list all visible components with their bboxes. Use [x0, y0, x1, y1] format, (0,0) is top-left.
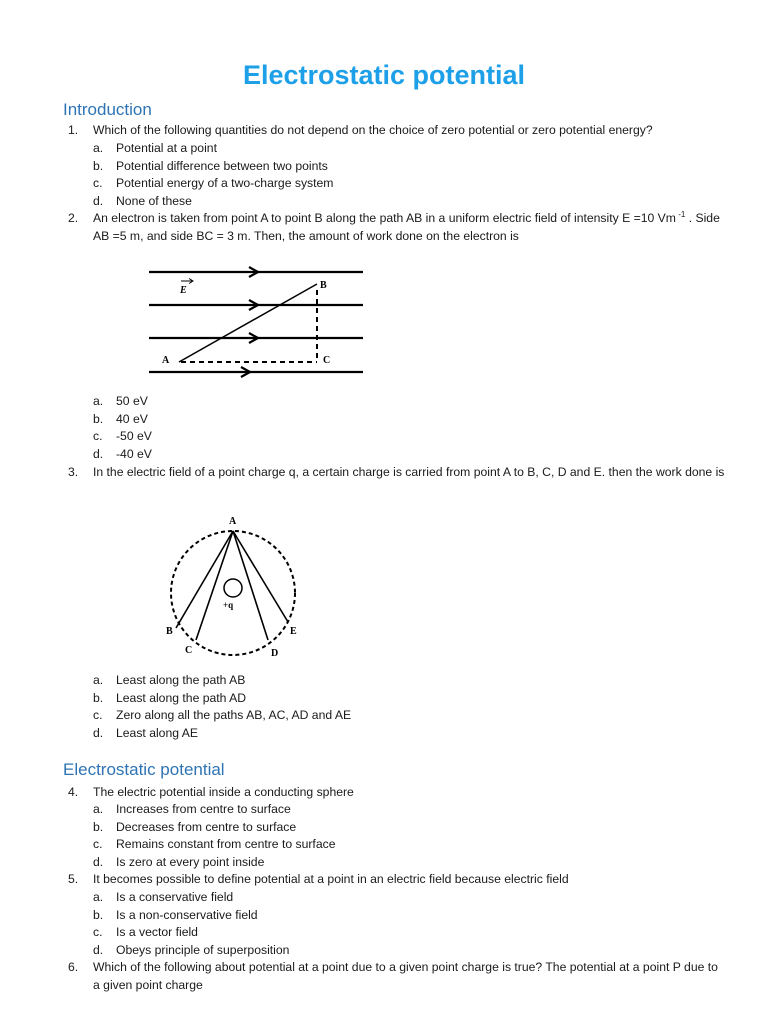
question-text: [93, 210, 728, 245]
option-label: b.: [93, 690, 104, 705]
option-text: Increases from centre to surface: [116, 802, 291, 816]
label-d: D: [271, 648, 279, 659]
question-text-part: An electron is taken from point A to point B along the path AB in a uniform electric field of intensity E =10 Vm: [93, 211, 676, 225]
question-number: 6.: [68, 960, 79, 974]
question-4: [68, 784, 728, 802]
label-c: C: [323, 355, 331, 366]
question-number: 5.: [68, 872, 79, 886]
label-e: E: [290, 626, 297, 637]
question-2: [68, 210, 728, 245]
option-label: a.: [93, 890, 104, 904]
equipotential-circle-dashed: [171, 531, 295, 655]
question-text: The electric potential inside a conducting sphere: [93, 785, 354, 799]
path-ab: [179, 284, 317, 362]
option-label: c.: [93, 429, 103, 444]
label-b: B: [166, 626, 173, 637]
option-label: c.: [93, 176, 103, 191]
option-text: Decreases from centre to surface: [116, 819, 297, 834]
point-charge-figure: [160, 510, 310, 660]
option-text: Least along the path AD: [116, 690, 247, 705]
label-c: C: [185, 645, 193, 656]
option-label: a.: [93, 394, 104, 408]
option-label: d.: [93, 446, 104, 461]
question-text: Which of the following about potential at a point due to a given point charge is true? The potential at a point P due to a given point charge: [93, 960, 718, 992]
label-b: B: [320, 280, 327, 291]
option-label: a.: [93, 141, 104, 155]
option-text: Potential at a point: [116, 141, 217, 155]
option-text: Is a conservative field: [116, 890, 234, 904]
option-text: None of these: [116, 193, 192, 208]
question-text: It becomes possible to define potential at a point in an electric field because electric field: [93, 872, 569, 886]
question-number: 4.: [68, 785, 79, 799]
option-label: b.: [93, 907, 104, 922]
option-label: c.: [93, 837, 103, 852]
option-label: d.: [93, 193, 104, 208]
question-text: In the electric field of a point charge q, a certain charge is carried from point A to B, C, D and E. then the work done is: [93, 465, 725, 479]
label-a: A: [162, 355, 170, 366]
superscript-exponent: -1: [675, 209, 686, 219]
option-text: Is a vector field: [116, 925, 198, 940]
charge-circle: [224, 579, 242, 597]
label-a: A: [229, 516, 237, 527]
question-number: 3.: [68, 465, 79, 479]
path-ad: [233, 531, 268, 640]
path-ae: [233, 531, 288, 622]
option-label: b.: [93, 158, 104, 173]
section-heading-introduction: Introduction: [63, 100, 152, 119]
option-text: -40 eV: [116, 446, 152, 461]
document-title: Electrostatic potential: [242, 60, 526, 90]
option-text: Obeys principle of superposition: [116, 942, 290, 957]
option-label: d.: [93, 854, 104, 869]
option-text: Zero along all the paths AB, AC, AD and AE: [116, 708, 352, 723]
option-label: a.: [93, 802, 104, 816]
question-text: Which of the following quantities do not depend on the choice of zero potential or zero potential energy?: [93, 123, 653, 137]
question-5: [68, 871, 728, 889]
option-text: -50 eV: [116, 429, 152, 444]
option-text: Is a non-conservative field: [116, 907, 258, 922]
option-label: c.: [93, 708, 103, 723]
option-text: 50 eV: [116, 394, 148, 408]
question-number: 1.: [68, 123, 79, 137]
label-e: E: [180, 285, 187, 296]
option-text: Is zero at every point inside: [116, 854, 265, 869]
option-label: c.: [93, 925, 103, 940]
question-3: [68, 464, 728, 482]
option-text: Potential energy of a two-charge system: [116, 176, 334, 191]
option-text: Remains constant from centre to surface: [116, 837, 336, 852]
question-1: [68, 122, 728, 140]
option-text: Least along the path AB: [116, 673, 246, 687]
option-text: 40 eV: [116, 411, 148, 426]
option-label: b.: [93, 819, 104, 834]
option-label: d.: [93, 942, 104, 957]
option-text: Least along AE: [116, 725, 198, 740]
option-label: a.: [93, 673, 104, 687]
option-label: b.: [93, 411, 104, 426]
uniform-field-figure: [145, 262, 370, 384]
option-label: d.: [93, 725, 104, 740]
label-charge: +q: [223, 600, 234, 610]
option-text: Potential difference between two points: [116, 158, 328, 173]
question-number: 2.: [68, 211, 79, 225]
question-text-part: . Side AB =5 m, and side BC = 3 m. Then, the amount of work done on the electron is: [93, 211, 720, 243]
section-heading-electrostatic-potential: Electrostatic potential: [63, 760, 225, 779]
question-6: [68, 959, 728, 994]
